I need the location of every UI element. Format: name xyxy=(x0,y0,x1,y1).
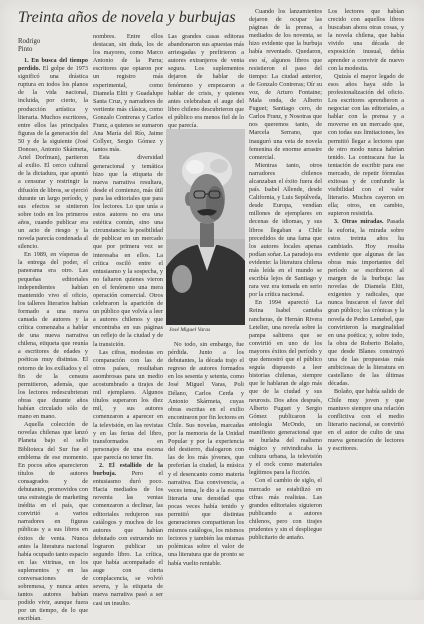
paragraph-text: nombres. Entre ellos destacan, sin duda, los de los mayores, como Marco Antonio de la Parra; escritores que optaron por un registro más experimental, como Diamela Eltit y Guadalupe Santa Cruz, y narradores de vertiente más clásica, como Gonzalo Contreras y Carlos Franz, a quienes se sumaron Ana María del Río, Jaime Collyer, Sergio Gómez y tantos más. xyxy=(93,33,163,154)
paragraph-text: Cuando los lanzamientos dejaron de ocupar las páginas de la prensa, a mediados de los noventa, se hizo evidente que la burbuja había reventado. Quedaron, eso sí, algunos libros que resistieron el paso del tiempo: La ciudad anterior, de Gonzalo Contreras; Oír su voz, de Arturo Fontaine; Mala onda, de Alberto Fuguet; Santiago cero, de Carlos Franz, y Nosotras que nos queremos tanto, de Marcela Serrano, que inauguró una veta de novela femenina de enorme arrastre comercial. xyxy=(249,8,322,161)
paragraph xyxy=(328,73,404,219)
paragraph-text: Quizás el mayor legado de esos años haya sido la profesionalización del oficio. Los escritores aprendieron a negociar con las editoriales, a hablar con la prensa y a moverse en un mercado que, con todas sus limitaciones, les permitió llegar a lectores que de otro modo nunca habrían tenido. La contracara fue la tentación de escribir para ese mercado, de repetir fórmulas exitosas y de confundir la visibilidad con el valor literario. Muchos cayeron en ella; otros, en cambio, supieron resistirla. xyxy=(328,72,404,218)
paragraph xyxy=(18,421,88,623)
paragraph xyxy=(249,477,322,542)
paragraph xyxy=(249,162,322,300)
byline xyxy=(18,38,40,54)
text-column-1 xyxy=(18,57,88,623)
paragraph xyxy=(93,349,163,462)
paragraph-text: En 1994 apareció La Reina Isabel cantaba rancheras, de Hernán Rivera Letelier, una novela sobre la pampa salitrera que se convirtió en uno de los mayores éxitos del período y que demostró que el público seguía dispuesto a leer historias chilenas, siempre que le hablaran de algo más que de la ciudad y sus neurosis. Dos años después, Alberto Fuguet y Sergio Gómez publicaron la antología McOndo, un manifiesto generacional que se burlaba del realismo mágico y reivindicaba la cultura urbana, la televisión y el rock como materiales legítimos para la ficción. xyxy=(249,299,322,477)
paragraph xyxy=(93,154,163,348)
paragraph xyxy=(168,33,244,130)
article-title: Treinta años de novela y burbujas xyxy=(18,9,236,26)
paragraph xyxy=(18,57,88,251)
section-heading: 2. El estallido de la burbuja. xyxy=(93,461,163,478)
paragraph xyxy=(249,8,322,162)
section-heading: 3. Otras miradas. xyxy=(334,218,384,226)
paragraph xyxy=(168,341,244,568)
paragraph-text: Pasada la euforia, la mirada sobre estos treinta años ha cambiado. Hoy resulta evidente que algunas de las obras más importantes del período se escribieron al margen de la burbuja: las novelas de Diamela Eltit, exigentes y radicales, que nunca buscaron el favor del gran público; las crónicas y la novela de Pedro Lemebel, que convirtieron la marginalidad en una poética; y, sobre todo, la obra de Roberto Bolaño, que desde Blanes construyó una de las propuestas más ambiciosas de la literatura en castellano de las últimas décadas. xyxy=(328,218,404,388)
paragraph-text: El golpe de 1973 significó una drástica ruptura en todos los planos de la vida nacional, incluida, por cierto, la producción artística y literaria. Muchos escritores, entre ellos las principales figuras de la generación del 50 y de la siguiente (José Donoso, Antonio Skármeta, Ariel Dorfman), partieron al exilio. El cerco cultural de la dictadura, que apuntó a censurar y restringir la difusión de libros, se ejerció durante un largo período, y sus efectos se sintieron sobre todo en los primeros años, cuando publicar era un acto de riesgo y la novela parecía condenada al silencio. xyxy=(18,65,88,251)
photo-caption: José Miguel Varas xyxy=(169,327,211,333)
text-column-2 xyxy=(93,33,163,607)
paragraph-text: Bolaño, que había salido de Chile muy joven y que mantuvo siempre una relación conflictiva con el medio literario nacional, se convirtió en el autor de culto de una nueva generación de lectores y escritores. xyxy=(328,388,404,453)
hand xyxy=(172,265,192,293)
paragraph xyxy=(249,299,322,477)
paragraph xyxy=(328,218,404,388)
author-first-name: Rodrigo xyxy=(18,38,41,45)
paragraph-text: Los lectores que habían crecido con aquellos libros buscaban ahora otras cosas, y la novela chilena, que había vivido una década de exposición inusual, debía aprender a convivir de nuevo con la modestia. xyxy=(328,8,404,72)
paragraph-text: En 1989, en vísperas de la entrega del poder, el panorama era otro. Las pequeñas editoriales independientes habían mantenido vivo el oficio, los talleres literarios habían formado a una nueva camada de autores y la crítica comenzaba a hablar de una nueva narrativa chilena, etiqueta que reunía a escritores de edades y poéticas muy distintas. El retorno de los exiliados y el fin de la censura permitieron, además, que los lectores redescubrieran obras que durante años habían circulado sólo de mano en mano. xyxy=(18,251,88,421)
text-column-3-top xyxy=(168,33,244,130)
section-heading: 1. En busca del tiempo perdido. xyxy=(18,57,88,73)
hair-curl xyxy=(186,160,204,174)
author-last-name: Pinto xyxy=(18,46,33,53)
paragraph-text: Pero el entusiasmo duró poco. Hacia mediados de los noventa las ventas comenzaron a declinar, las editoriales redujeron sus catálogos y muchos de los autores que habían debutado con estruendo no lograron publicar un segundo libro. La crítica, que había acompañado el auge con cierta complacencia, se volvió severa, y la etiqueta de nueva narrativa pasó a ser casi un insulto. xyxy=(93,470,163,607)
paragraph-text: Mientras tanto, otros narradores chilenos alcanzaban el éxito fuera del país. Isabel Allende, desde California, y Luis Sepúlveda, desde Europa, vendían millones de ejemplares en decenas de idiomas, y sus libros llegaban a Chile precedidos de una fama que los autores locales apenas podían soñar. La paradoja era evidente: la literatura chilena más leída en el mundo se escribía lejos de Santiago y rara vez era tomada en serio por la crítica nacional. xyxy=(249,161,323,299)
paragraph-text: Las cifras, modestas en comparación con las de otros países, resultaban asombrosas para un medio acostumbrado a tirajes de mil ejemplares. Algunos títulos superaron los diez mil, y sus autores comenzaron a aparecer en la televisión, en las revistas y en las ferias del libro, transformados en personajes de una escena que parecía no tener fin. xyxy=(93,348,163,461)
paragraph-text: Las grandes casas editoras abandonaron sus apuestas más arriesgadas y prefirieron a autores extranjeros de venta segura. Los suplementos dejaron de hablar de fenómeno y empezaron a hablar de crisis, y quienes antes celebraban el auge del libro chileno descubrieron que el público era menos fiel de lo que parecía. xyxy=(168,33,244,130)
paragraph-text: No todo, sin embargo, fue pérdida. Junto a los debutantes, la década trajo el regreso de autores formados en los sesenta y setenta, como José Miguel Varas, Poli Délano, Carlos Cerda y Antonio Skármeta, cuyas obras escritas en el exilio encontraron por fin lectores en Chile. Sus novelas, marcadas por la memoria de la Unidad Popular y por la experiencia del destierro, dialogaron con las de los más jóvenes, que preferían la ciudad, la música y el desencanto como materia narrativa. Esa convivencia, a veces tensa, le dio a la escena literaria una densidad que pocas veces había tenido y permitió que distintas generaciones compartieran los mismos catálogos, los mismos lectores y también las mismas polémicas sobre el valor de una literatura que de pronto se había vuelto rentable. xyxy=(168,341,244,567)
paragraph xyxy=(93,462,163,608)
text-column-3-bottom xyxy=(168,341,244,592)
paragraph xyxy=(328,8,404,73)
hair-curl xyxy=(210,159,228,173)
author-photo xyxy=(166,129,245,325)
paragraph-text: Esta diversidad generacional y temática hizo que la etiqueta de nueva narrativa resultara, desde el comienzo, más útil para las editoriales que para los lectores. Lo que unía a estos autores no era una estética común, sino una circunstancia: la posibilidad de publicar en un mercado que por primera vez se interesaba en ellos. La crítica osciló entre el entusiasmo y la sospecha, y no faltaron quienes vieron en el fenómeno una mera operación comercial. Otros celebraron la aparición de un público que volvía a leer a autores chilenos y que encontraba en sus páginas un reflejo de la ciudad y de la transición. xyxy=(93,154,163,348)
text-column-4 xyxy=(249,8,322,591)
text-column-5 xyxy=(328,8,404,591)
portrait-image xyxy=(166,129,245,325)
paragraph xyxy=(93,33,163,154)
paragraph-text: Aquella colección de novelas chilenas que lanzó Planeta bajo el sello Biblioteca del Sur fue el emblema de ese momento. En pocos años aparecieron títulos de autores consagrados y de debutantes, promovidos con una estrategia de marketing inédita en el país, que convirtió a varios narradores en figuras públicas y a sus libros en éxitos de venta. Nunca antes la literatura nacional había ocupado tanto espacio en las vitrinas, en los suplementos y en las conversaciones de sobremesa, y nunca antes tantos autores habían podido vivir, aunque fuera por un tiempo, de lo que escribían. xyxy=(18,421,88,623)
paragraph xyxy=(328,388,404,453)
neck xyxy=(200,223,214,247)
paragraph-text: Con el cambio de siglo, el mercado se estabilizó en cifras más realistas. Las grandes editoriales siguieron publicando a autores chilenos, pero con tirajes prudentes y sin el despliegue publicitario de antaño. xyxy=(249,477,322,542)
paragraph xyxy=(18,251,88,421)
